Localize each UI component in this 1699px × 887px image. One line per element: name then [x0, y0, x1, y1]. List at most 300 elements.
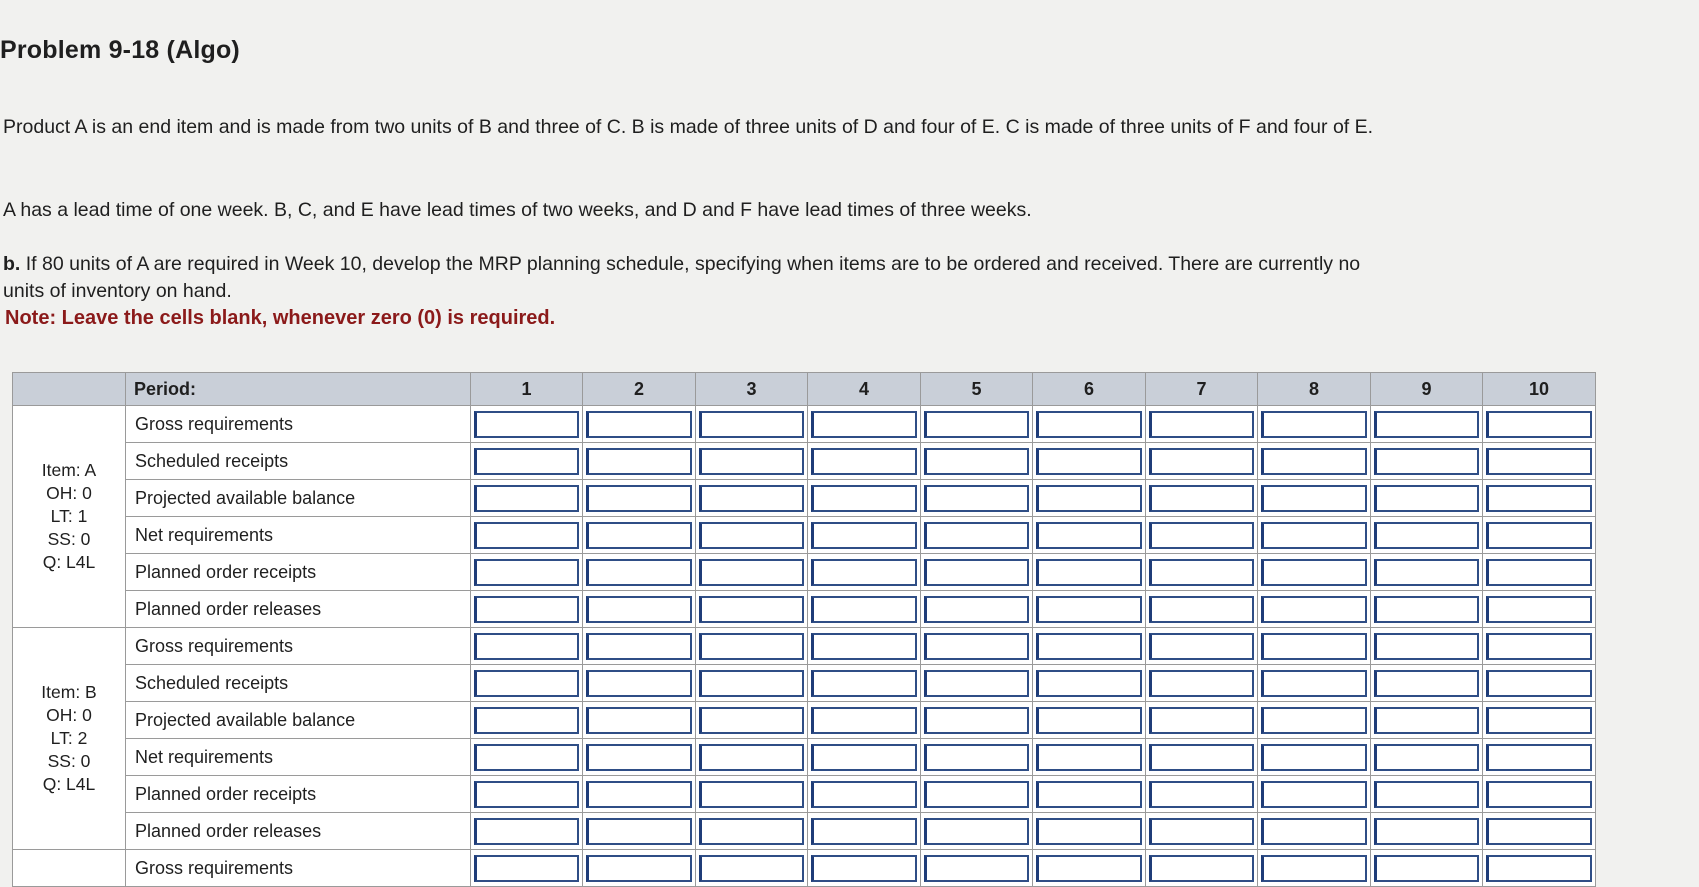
mrp-row [13, 554, 1596, 591]
cell [696, 591, 808, 628]
mrp-input-period-2[interactable] [586, 855, 692, 882]
cell [1146, 739, 1258, 776]
cell [1371, 517, 1483, 554]
cell [696, 850, 808, 887]
cell [1258, 628, 1371, 665]
cell [1033, 406, 1146, 443]
mrp-input-period-2[interactable] [586, 411, 692, 438]
cell [921, 739, 1033, 776]
cell [1146, 628, 1258, 665]
cell [808, 628, 921, 665]
mrp-input-period-8[interactable] [1261, 596, 1367, 623]
mrp-input-period-5[interactable] [924, 448, 1029, 475]
cell [583, 665, 696, 702]
cell [583, 406, 696, 443]
mrp-input-period-2[interactable] [586, 633, 692, 660]
cell [1033, 813, 1146, 850]
mrp-row [13, 406, 1596, 443]
mrp-row [13, 480, 1596, 517]
cell [583, 776, 696, 813]
cell [1371, 406, 1483, 443]
mrp-input-period-1[interactable] [474, 522, 579, 549]
row-label: Projected available balance [126, 480, 471, 517]
mrp-input-period-9[interactable] [1374, 596, 1479, 623]
mrp-input-period-5[interactable] [924, 633, 1029, 660]
part-b-question [3, 251, 1403, 305]
period-header-10: 10 [1483, 373, 1596, 406]
mrp-input-period-3[interactable] [699, 633, 804, 660]
mrp-input-period-8[interactable] [1261, 818, 1367, 845]
mrp-input-period-4[interactable] [811, 818, 917, 845]
mrp-input-period-1[interactable] [474, 855, 579, 882]
mrp-input-period-7[interactable] [1149, 485, 1254, 512]
mrp-input-period-5[interactable] [924, 781, 1029, 808]
mrp-input-period-9[interactable] [1374, 411, 1479, 438]
cell [921, 850, 1033, 887]
lead-time-description: A has a lead time of one week. B, C, and E have lead times of two weeks, and D and F have lead times of three weeks. [3, 199, 1032, 221]
cell [808, 850, 921, 887]
period-header-3: 3 [696, 373, 808, 406]
cell [583, 443, 696, 480]
part-b-prefix: b. [3, 253, 21, 275]
cell [471, 702, 583, 739]
mrp-input-period-5[interactable] [924, 744, 1029, 771]
item-info-line: SS: 0 [47, 529, 91, 549]
mrp-input-period-3[interactable] [699, 855, 804, 882]
item-info [13, 406, 126, 628]
cell [921, 813, 1033, 850]
cell [1483, 406, 1596, 443]
mrp-input-period-2[interactable] [586, 485, 692, 512]
item-info [13, 850, 126, 887]
cell [471, 517, 583, 554]
row-label: Planned order releases [126, 813, 471, 850]
mrp-input-period-9[interactable] [1374, 707, 1479, 734]
cell [1258, 554, 1371, 591]
mrp-input-period-9[interactable] [1374, 522, 1479, 549]
mrp-input-period-6[interactable] [1036, 411, 1142, 438]
mrp-input-period-5[interactable] [924, 596, 1029, 623]
mrp-input-period-4[interactable] [811, 411, 917, 438]
mrp-row [13, 591, 1596, 628]
mrp-input-period-6[interactable] [1036, 707, 1142, 734]
mrp-input-period-5[interactable] [924, 522, 1029, 549]
mrp-input-period-2[interactable] [586, 670, 692, 697]
cell [1033, 591, 1146, 628]
mrp-input-period-2[interactable] [586, 596, 692, 623]
mrp-input-period-1[interactable] [474, 818, 579, 845]
mrp-input-period-1[interactable] [474, 485, 579, 512]
mrp-input-period-10[interactable] [1486, 633, 1592, 660]
mrp-input-period-7[interactable] [1149, 670, 1254, 697]
mrp-input-period-8[interactable] [1261, 559, 1367, 586]
cell [583, 480, 696, 517]
item-info-line: LT: 1 [50, 506, 88, 526]
mrp-input-period-2[interactable] [586, 559, 692, 586]
mrp-input-period-6[interactable] [1036, 448, 1142, 475]
mrp-input-period-5[interactable] [924, 485, 1029, 512]
mrp-input-period-5[interactable] [924, 855, 1029, 882]
mrp-input-period-3[interactable] [699, 522, 804, 549]
row-label: Gross requirements [126, 850, 471, 887]
cell [1483, 554, 1596, 591]
mrp-input-period-7[interactable] [1149, 633, 1254, 660]
mrp-input-period-2[interactable] [586, 818, 692, 845]
cell [1371, 850, 1483, 887]
cell [1371, 628, 1483, 665]
mrp-input-period-4[interactable] [811, 670, 917, 697]
item-info [13, 628, 126, 850]
period-header-7: 7 [1146, 373, 1258, 406]
mrp-input-period-4[interactable] [811, 522, 917, 549]
mrp-input-period-8[interactable] [1261, 448, 1367, 475]
cell [471, 665, 583, 702]
mrp-input-period-6[interactable] [1036, 559, 1142, 586]
cell [696, 739, 808, 776]
mrp-input-period-10[interactable] [1486, 744, 1592, 771]
mrp-input-period-2[interactable] [586, 707, 692, 734]
mrp-input-period-9[interactable] [1374, 855, 1479, 882]
cell [1258, 591, 1371, 628]
mrp-row [13, 702, 1596, 739]
cell [1371, 776, 1483, 813]
mrp-input-period-10[interactable] [1486, 559, 1592, 586]
cell [583, 517, 696, 554]
mrp-input-period-9[interactable] [1374, 559, 1479, 586]
cell [471, 628, 583, 665]
cell [1033, 628, 1146, 665]
mrp-input-period-10[interactable] [1486, 855, 1592, 882]
cell [808, 591, 921, 628]
cell [471, 850, 583, 887]
mrp-input-period-5[interactable] [924, 411, 1029, 438]
mrp-input-period-8[interactable] [1261, 633, 1367, 660]
cell [1258, 739, 1371, 776]
cell [1371, 554, 1483, 591]
mrp-input-period-3[interactable] [699, 744, 804, 771]
cell [696, 554, 808, 591]
mrp-input-period-1[interactable] [474, 596, 579, 623]
cell [1258, 850, 1371, 887]
cell [1258, 480, 1371, 517]
cell [1033, 702, 1146, 739]
cell [1483, 628, 1596, 665]
mrp-input-period-9[interactable] [1374, 448, 1479, 475]
mrp-input-period-4[interactable] [811, 633, 917, 660]
cell [1146, 554, 1258, 591]
mrp-table [12, 372, 1596, 887]
problem-description: Product A is an end item and is made from two units of B and three of C. B is made of three units of D and four of E. C is made of three units of F and four of E. [3, 116, 1374, 138]
mrp-input-period-10[interactable] [1486, 448, 1592, 475]
row-label: Gross requirements [126, 406, 471, 443]
row-label: Projected available balance [126, 702, 471, 739]
mrp-input-period-4[interactable] [811, 448, 917, 475]
cell [1483, 443, 1596, 480]
mrp-input-period-8[interactable] [1261, 744, 1367, 771]
mrp-input-period-2[interactable] [586, 781, 692, 808]
mrp-input-period-3[interactable] [699, 818, 804, 845]
mrp-input-period-10[interactable] [1486, 707, 1592, 734]
row-label: Scheduled receipts [126, 665, 471, 702]
mrp-input-period-3[interactable] [699, 448, 804, 475]
mrp-input-period-6[interactable] [1036, 522, 1142, 549]
part-b-text: If 80 units of A are required in Week 10, develop the MRP planning schedule, specifying when items are to be ordered and received. There are currently no units of inventory on hand. [3, 253, 1361, 302]
mrp-input-period-7[interactable] [1149, 411, 1254, 438]
mrp-row [13, 517, 1596, 554]
cell [921, 406, 1033, 443]
period-header-5: 5 [921, 373, 1033, 406]
row-label: Planned order receipts [126, 554, 471, 591]
cell [696, 776, 808, 813]
mrp-input-period-4[interactable] [811, 485, 917, 512]
cell [696, 443, 808, 480]
mrp-input-period-10[interactable] [1486, 596, 1592, 623]
row-label: Net requirements [126, 739, 471, 776]
mrp-input-period-9[interactable] [1374, 744, 1479, 771]
mrp-input-period-5[interactable] [924, 818, 1029, 845]
cell [1146, 702, 1258, 739]
mrp-input-period-5[interactable] [924, 559, 1029, 586]
cell [1146, 591, 1258, 628]
mrp-input-period-7[interactable] [1149, 818, 1254, 845]
cell [1146, 480, 1258, 517]
cell [1258, 702, 1371, 739]
item-info-line: OH: 0 [46, 705, 92, 725]
cell [471, 554, 583, 591]
cell [921, 480, 1033, 517]
cell [1371, 443, 1483, 480]
cell [921, 776, 1033, 813]
cell [583, 554, 696, 591]
mrp-input-period-8[interactable] [1261, 522, 1367, 549]
mrp-input-period-6[interactable] [1036, 818, 1142, 845]
item-info-line: Q: L4L [42, 774, 96, 794]
item-info-line: Q: L4L [42, 552, 96, 572]
cell [1033, 776, 1146, 813]
period-header-9: 9 [1371, 373, 1483, 406]
cell [696, 480, 808, 517]
cell [1146, 665, 1258, 702]
mrp-input-period-4[interactable] [811, 744, 917, 771]
cell [1483, 739, 1596, 776]
cell [921, 628, 1033, 665]
row-label: Scheduled receipts [126, 443, 471, 480]
mrp-input-period-8[interactable] [1261, 670, 1367, 697]
cell [583, 628, 696, 665]
mrp-input-period-7[interactable] [1149, 744, 1254, 771]
cell [1033, 850, 1146, 887]
cell [471, 739, 583, 776]
cell [808, 406, 921, 443]
cell [1483, 813, 1596, 850]
mrp-input-period-2[interactable] [586, 448, 692, 475]
mrp-input-period-9[interactable] [1374, 818, 1479, 845]
mrp-input-period-3[interactable] [699, 781, 804, 808]
cell [1483, 702, 1596, 739]
mrp-input-period-6[interactable] [1036, 855, 1142, 882]
period-header-row [13, 373, 1596, 406]
cell [808, 480, 921, 517]
mrp-row [13, 628, 1596, 665]
cell [1033, 480, 1146, 517]
mrp-input-period-1[interactable] [474, 707, 579, 734]
mrp-input-period-1[interactable] [474, 670, 579, 697]
mrp-input-period-1[interactable] [474, 633, 579, 660]
cell [1258, 443, 1371, 480]
cell [808, 702, 921, 739]
cell [471, 591, 583, 628]
cell [471, 776, 583, 813]
cell [808, 776, 921, 813]
mrp-input-period-8[interactable] [1261, 485, 1367, 512]
mrp-input-period-7[interactable] [1149, 855, 1254, 882]
mrp-input-period-6[interactable] [1036, 744, 1142, 771]
cell [471, 813, 583, 850]
mrp-input-period-1[interactable] [474, 744, 579, 771]
mrp-input-period-10[interactable] [1486, 411, 1592, 438]
period-header-6: 6 [1033, 373, 1146, 406]
mrp-input-period-1[interactable] [474, 781, 579, 808]
cell [921, 665, 1033, 702]
cell [1146, 443, 1258, 480]
mrp-input-period-7[interactable] [1149, 707, 1254, 734]
mrp-input-period-4[interactable] [811, 559, 917, 586]
row-label: Gross requirements [126, 628, 471, 665]
cell [921, 702, 1033, 739]
mrp-input-period-3[interactable] [699, 559, 804, 586]
mrp-input-period-6[interactable] [1036, 485, 1142, 512]
cell [808, 443, 921, 480]
cell [808, 813, 921, 850]
cell [696, 813, 808, 850]
cell [1033, 739, 1146, 776]
item-info-line: LT: 2 [50, 728, 88, 748]
cell [471, 480, 583, 517]
cell [1146, 406, 1258, 443]
cell [1483, 517, 1596, 554]
mrp-input-period-9[interactable] [1374, 633, 1479, 660]
mrp-input-period-3[interactable] [699, 707, 804, 734]
mrp-input-period-2[interactable] [586, 522, 692, 549]
mrp-input-period-3[interactable] [699, 596, 804, 623]
mrp-input-period-7[interactable] [1149, 781, 1254, 808]
mrp-input-period-7[interactable] [1149, 559, 1254, 586]
mrp-input-period-4[interactable] [811, 781, 917, 808]
mrp-input-period-4[interactable] [811, 855, 917, 882]
mrp-input-period-6[interactable] [1036, 596, 1142, 623]
cell [1483, 480, 1596, 517]
mrp-input-period-2[interactable] [586, 744, 692, 771]
cell [808, 517, 921, 554]
item-info-line: Item: A [41, 460, 97, 480]
mrp-input-period-1[interactable] [474, 448, 579, 475]
period-header-4: 4 [808, 373, 921, 406]
cell [808, 665, 921, 702]
cell [696, 665, 808, 702]
problem-title: Problem 9-18 (Algo) [0, 36, 240, 64]
row-label: Planned order releases [126, 591, 471, 628]
mrp-input-period-10[interactable] [1486, 522, 1592, 549]
mrp-row [13, 776, 1596, 813]
mrp-row [13, 813, 1596, 850]
cell [1258, 776, 1371, 813]
item-info-line: Item: B [41, 682, 97, 702]
mrp-input-period-10[interactable] [1486, 485, 1592, 512]
mrp-input-period-6[interactable] [1036, 633, 1142, 660]
mrp-input-period-3[interactable] [699, 411, 804, 438]
cell [1033, 443, 1146, 480]
mrp-input-period-4[interactable] [811, 707, 917, 734]
cell [583, 739, 696, 776]
cell [1258, 813, 1371, 850]
mrp-input-period-10[interactable] [1486, 781, 1592, 808]
mrp-input-period-9[interactable] [1374, 485, 1479, 512]
cell [1258, 517, 1371, 554]
cell [1258, 406, 1371, 443]
mrp-input-period-7[interactable] [1149, 596, 1254, 623]
mrp-input-period-10[interactable] [1486, 818, 1592, 845]
mrp-input-period-5[interactable] [924, 707, 1029, 734]
mrp-input-period-7[interactable] [1149, 522, 1254, 549]
cell [583, 702, 696, 739]
mrp-input-period-6[interactable] [1036, 670, 1142, 697]
item-info-line: OH: 0 [46, 483, 92, 503]
period-header-1: 1 [471, 373, 583, 406]
mrp-input-period-7[interactable] [1149, 448, 1254, 475]
cell [696, 702, 808, 739]
mrp-row [13, 443, 1596, 480]
cell [583, 813, 696, 850]
header-corner [13, 373, 126, 406]
mrp-input-period-1[interactable] [474, 411, 579, 438]
mrp-input-period-1[interactable] [474, 559, 579, 586]
row-label: Net requirements [126, 517, 471, 554]
cell [1371, 739, 1483, 776]
cell [808, 554, 921, 591]
cell [1146, 776, 1258, 813]
mrp-input-period-3[interactable] [699, 485, 804, 512]
mrp-input-period-9[interactable] [1374, 670, 1479, 697]
mrp-input-period-8[interactable] [1261, 707, 1367, 734]
cell [471, 406, 583, 443]
cell [583, 850, 696, 887]
cell [1146, 850, 1258, 887]
cell [471, 443, 583, 480]
mrp-input-period-8[interactable] [1261, 855, 1367, 882]
cell [1371, 702, 1483, 739]
mrp-input-period-9[interactable] [1374, 781, 1479, 808]
cell [696, 628, 808, 665]
mrp-input-period-8[interactable] [1261, 781, 1367, 808]
cell [1371, 591, 1483, 628]
mrp-input-period-5[interactable] [924, 670, 1029, 697]
period-label: Period: [126, 373, 471, 406]
mrp-input-period-3[interactable] [699, 670, 804, 697]
mrp-row [13, 739, 1596, 776]
cell [921, 591, 1033, 628]
mrp-row [13, 665, 1596, 702]
mrp-input-period-6[interactable] [1036, 781, 1142, 808]
cell [808, 739, 921, 776]
cell [696, 517, 808, 554]
mrp-input-period-8[interactable] [1261, 411, 1367, 438]
mrp-input-period-10[interactable] [1486, 670, 1592, 697]
mrp-row-partial [13, 850, 1596, 887]
item-info-line: SS: 0 [47, 751, 91, 771]
mrp-input-period-4[interactable] [811, 596, 917, 623]
period-header-8: 8 [1258, 373, 1371, 406]
cell [583, 591, 696, 628]
